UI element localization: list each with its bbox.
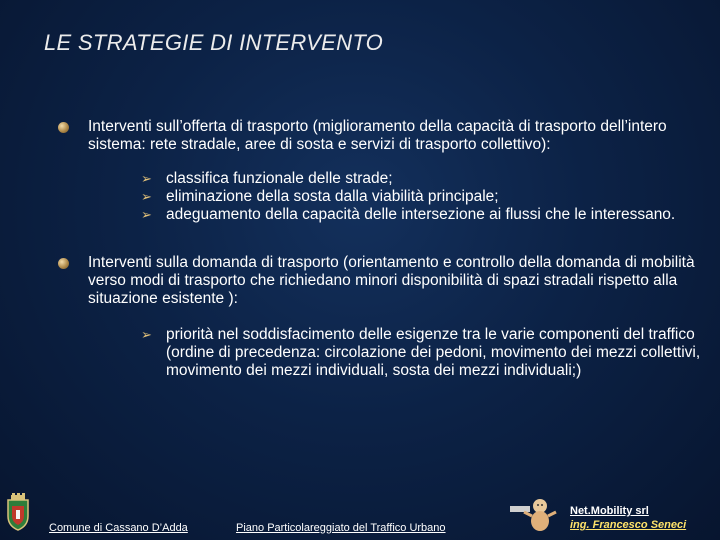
bullet-demand-interventions bbox=[58, 254, 708, 308]
demand-subitems bbox=[58, 326, 708, 380]
list-item-text: eliminazione della sosta dalla viabilità principale; bbox=[166, 188, 499, 205]
list-item-text: priorità nel soddisfacimento delle esigenze tra le varie componenti del traffico (ordine di precedenza: circolazione dei pedoni, movimento dei mezzi collettivi, movimento dei mezzi individuali, sosta dei mezzi individuali;) bbox=[166, 326, 701, 379]
municipal-crest-icon bbox=[0, 492, 36, 532]
round-bullet-icon bbox=[58, 258, 69, 269]
bullet-supply-interventions bbox=[58, 118, 708, 154]
bullet-text: Interventi sulla domanda di trasporto (orientamento e controllo della domanda di mobilità verso modi di trasporto che richiedano minori disponibilità di spazi stradali rispetto alla situazione esistente ): bbox=[88, 254, 695, 307]
footer-engineer-name: ing. Francesco Seneci bbox=[570, 519, 687, 531]
slide-footer bbox=[0, 490, 720, 540]
list-item bbox=[141, 170, 708, 188]
footer-plan-name: Piano Particolareggiato del Traffico Urbano bbox=[236, 522, 446, 534]
round-bullet-icon bbox=[58, 122, 69, 133]
footer-company bbox=[570, 504, 686, 532]
list-item-text: classifica funzionale delle strade; bbox=[166, 170, 393, 187]
list-item bbox=[141, 326, 708, 380]
supply-subitems bbox=[58, 170, 708, 224]
footer-municipality: Comune di Cassano D’Adda bbox=[49, 522, 188, 534]
arrow-bullet-icon: ➢ bbox=[141, 190, 152, 205]
arrow-bullet-icon: ➢ bbox=[141, 328, 152, 343]
slide-content bbox=[58, 118, 708, 380]
list-item bbox=[141, 206, 708, 224]
list-item bbox=[141, 188, 708, 206]
arrow-bullet-icon: ➢ bbox=[141, 172, 152, 187]
mascot-logo-icon bbox=[510, 494, 560, 534]
arrow-bullet-icon: ➢ bbox=[141, 208, 152, 223]
slide-title: LE STRATEGIE DI INTERVENTO bbox=[44, 30, 384, 55]
bullet-text: Interventi sull’offerta di trasporto (miglioramento della capacità di trasporto dell’intero sistema: rete stradale, aree di sosta e servizi di trasporto collettivo): bbox=[88, 118, 667, 153]
list-item-text: adeguamento della capacità delle intersezione ai flussi che le interessano. bbox=[166, 206, 676, 223]
footer-company-name: Net.Mobility srl bbox=[570, 505, 649, 517]
